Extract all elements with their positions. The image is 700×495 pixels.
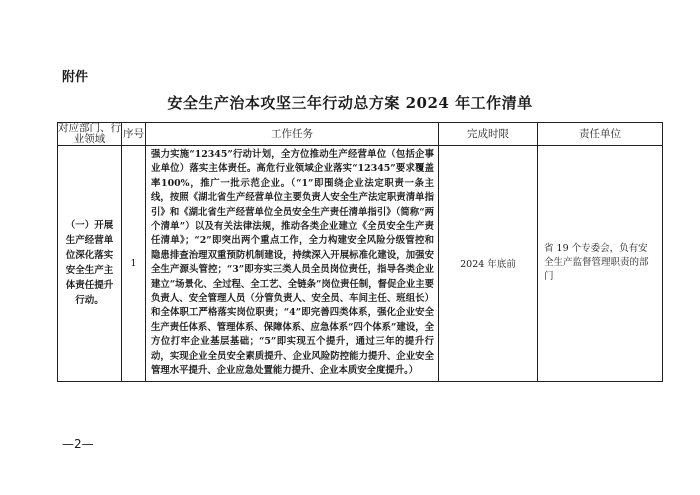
cell-unit: 省 19 个专委会，负有安全生产监督管理职责的部门 [538,146,663,382]
cell-time: 2024 年底前 [439,146,538,382]
cell-task: 强力实施“12345”行动计划，全方位推动生产经营单位（包括企事业单位）落实主体责任。高危行业领域企业落实“12345”要求覆盖率100%，推广一批示范企业。（“1”即围绕企业法定职责一条主线，按照《湖北省生产经营单位主要负责人安全生产法定职责清单指引》和《湖北省生产经营单位全员安全生产责任清单指引》（简称“两个清单”）以及有关法律法规，推动各类企业建立《全员安全生产责任清单》；“2”即突出两个重点工作，全力构建安全风险分级管控和隐患排查治理双重预防机制建设，持续深入开展标准化建设，加强安全生产源头管控；“3”即夯实三类人员全员岗位责任，指导各类企业建立“场景化、全过程、全工艺、全链条”岗位责任制，督促企业主要负责人、安全管理人员（分管负责人、安全员、车间主任、班组长）和全体职工严格落实岗位职责；“4”即完善四类体系，强化企业安全生产责任体系、管理体系、保障体系、应急体系“四个体系”建设，全方位打牢企业基层基础；“5”即实现五个提升，通过三年的提升行动，实现企业全员安全素质提升、企业风险防控能力提升、企业安全管理水平提升、企业应急处置能力提升、企业本质安全度提升。） [146,146,439,382]
header-unit: 责任单位 [538,123,663,146]
cell-no: 1 [122,146,146,382]
header-task: 工作任务 [146,123,439,146]
work-list-table [57,122,663,382]
header-time: 完成时限 [439,123,538,146]
header-dept: 对应部门、行业领域 [58,122,121,145]
header-no: 序号 [122,123,146,146]
document-title: 安全生产治本攻坚三年行动总方案 2024 年工作清单 [167,94,533,112]
table-row [58,146,663,382]
attachment-label: 附件 [62,70,89,85]
cell-dept: （一）开展生产经营单位深化落实安全生产主体责任提升行动。 [58,146,122,382]
table-header-row [58,123,663,146]
page-number: —2— [62,437,94,451]
